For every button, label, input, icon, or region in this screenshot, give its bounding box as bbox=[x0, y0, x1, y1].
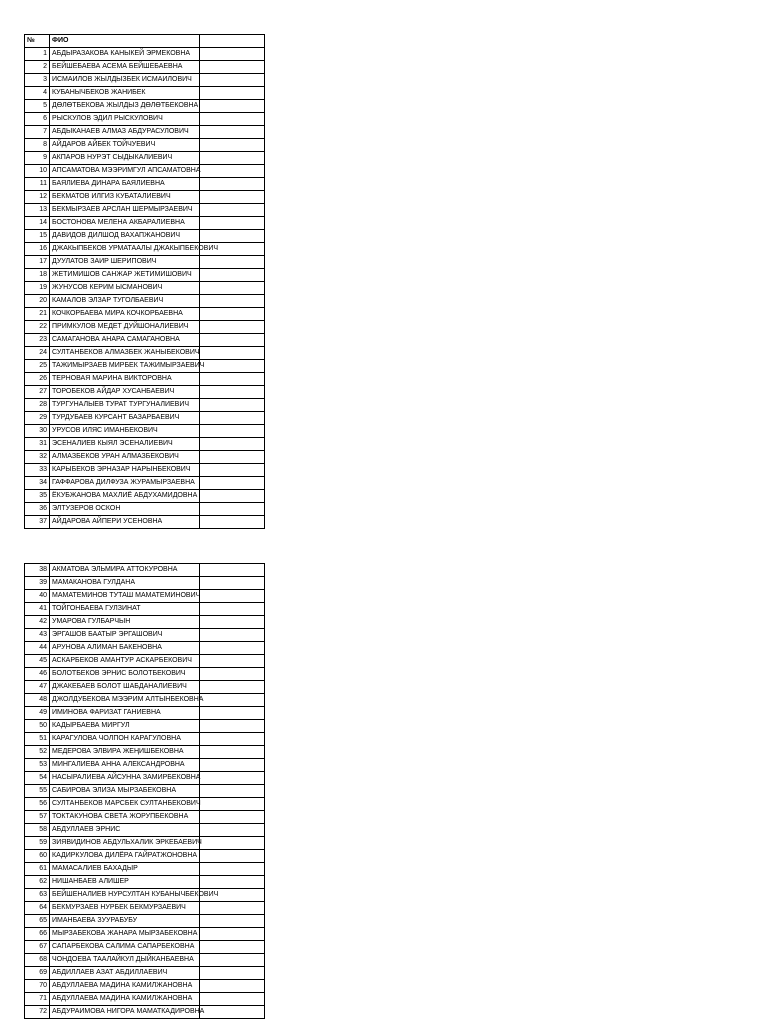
table-row bbox=[25, 759, 265, 772]
table-row bbox=[25, 616, 265, 629]
row-number: 69 bbox=[25, 967, 50, 980]
row-fio: БЕКМЫРЗАЕВ АРСЛАН ШЕРМЫРЗАЕВИЧ bbox=[50, 204, 200, 217]
row-fio: АБДЫКАНАЕВ АЛМАЗ АБДУРАСУЛОВИЧ bbox=[50, 126, 200, 139]
row-number: 56 bbox=[25, 798, 50, 811]
table-row bbox=[25, 928, 265, 941]
row-number: 47 bbox=[25, 681, 50, 694]
table-row bbox=[25, 746, 265, 759]
row-number: 27 bbox=[25, 386, 50, 399]
table-row bbox=[25, 191, 265, 204]
row-empty-cell bbox=[200, 334, 265, 347]
row-empty-cell bbox=[200, 655, 265, 668]
row-number: 60 bbox=[25, 850, 50, 863]
row-number: 13 bbox=[25, 204, 50, 217]
row-number: 14 bbox=[25, 217, 50, 230]
row-number: 34 bbox=[25, 477, 50, 490]
table-row bbox=[25, 590, 265, 603]
row-number: 53 bbox=[25, 759, 50, 772]
table-row bbox=[25, 451, 265, 464]
row-empty-cell bbox=[200, 100, 265, 113]
row-empty-cell bbox=[200, 347, 265, 360]
row-number: 46 bbox=[25, 668, 50, 681]
table-row bbox=[25, 681, 265, 694]
row-number: 62 bbox=[25, 876, 50, 889]
row-empty-cell bbox=[200, 503, 265, 516]
row-number: 29 bbox=[25, 412, 50, 425]
table-row bbox=[25, 269, 265, 282]
table-row bbox=[25, 993, 265, 1006]
row-fio: ТУРДУБАЕВ КУРСАНТ БАЗАРБАЕВИЧ bbox=[50, 412, 200, 425]
table-row bbox=[25, 308, 265, 321]
row-fio: АКПАРОВ НУРЭТ СЫДЫКАЛИЕВИЧ bbox=[50, 152, 200, 165]
table-row bbox=[25, 629, 265, 642]
row-fio: КАРАГУЛОВА ЧОЛПОН КАРАГУЛОВНА bbox=[50, 733, 200, 746]
row-number: 48 bbox=[25, 694, 50, 707]
row-empty-cell bbox=[200, 360, 265, 373]
row-empty-cell bbox=[200, 668, 265, 681]
names-table-2 bbox=[24, 563, 265, 1019]
row-fio: БОЛОТБЕКОВ ЭРНИС БОЛОТБЕКОВИЧ bbox=[50, 668, 200, 681]
row-empty-cell bbox=[200, 48, 265, 61]
row-fio: ЭСЕНАЛИЕВ КЫЯЛ ЭСЕНАЛИЕВИЧ bbox=[50, 438, 200, 451]
row-fio: ДӨЛӨТБЕКОВА ЖЫЛДЫЗ ДӨЛӨТБЕКОВНА bbox=[50, 100, 200, 113]
table-row bbox=[25, 152, 265, 165]
table-row bbox=[25, 113, 265, 126]
row-number: 68 bbox=[25, 954, 50, 967]
row-fio: КАМАЛОВ ЭЛЗАР ТУГОЛБАЕВИЧ bbox=[50, 295, 200, 308]
row-number: 26 bbox=[25, 373, 50, 386]
row-number: 6 bbox=[25, 113, 50, 126]
row-empty-cell bbox=[200, 577, 265, 590]
table-row bbox=[25, 642, 265, 655]
row-empty-cell bbox=[200, 850, 265, 863]
table-row bbox=[25, 707, 265, 720]
row-empty-cell bbox=[200, 256, 265, 269]
row-empty-cell bbox=[200, 373, 265, 386]
row-number: 41 bbox=[25, 603, 50, 616]
row-empty-cell bbox=[200, 321, 265, 334]
table-row bbox=[25, 915, 265, 928]
row-fio: БАЯЛИЕВА ДИНАРА БАЯЛИЕВНА bbox=[50, 178, 200, 191]
row-empty-cell bbox=[200, 681, 265, 694]
table-row bbox=[25, 386, 265, 399]
table-row bbox=[25, 772, 265, 785]
row-fio: АРУНОВА АЛИМАН БАКЕНОВНА bbox=[50, 642, 200, 655]
header-row bbox=[25, 35, 265, 48]
row-number: 24 bbox=[25, 347, 50, 360]
row-empty-cell bbox=[200, 928, 265, 941]
table-row bbox=[25, 720, 265, 733]
row-number: 61 bbox=[25, 863, 50, 876]
table-row bbox=[25, 490, 265, 503]
row-empty-cell bbox=[200, 1006, 265, 1019]
row-number: 32 bbox=[25, 451, 50, 464]
table-row bbox=[25, 230, 265, 243]
row-empty-cell bbox=[200, 61, 265, 74]
row-empty-cell bbox=[200, 295, 265, 308]
row-fio: РЫСКУЛОВ ЭДИЛ РЫСКУЛОВИЧ bbox=[50, 113, 200, 126]
row-empty-cell bbox=[200, 399, 265, 412]
row-number: 63 bbox=[25, 889, 50, 902]
row-fio: ТОКТАКУНОВА СВЕТА ЖОРУПБЕКОВНА bbox=[50, 811, 200, 824]
row-fio: АСКАРБЕКОВ АМАНТУР АСКАРБЕКОВИЧ bbox=[50, 655, 200, 668]
row-fio: МЫРЗАБЕКОВА ЖАНАРА МЫРЗАБЕКОВНА bbox=[50, 928, 200, 941]
table-row bbox=[25, 668, 265, 681]
row-empty-cell bbox=[200, 772, 265, 785]
row-empty-cell bbox=[200, 386, 265, 399]
row-number: 22 bbox=[25, 321, 50, 334]
row-fio: БЕЙШЕНАЛИЕВ НУРСУЛТАН КУБАНЫЧБЕКОВИЧ bbox=[50, 889, 200, 902]
row-empty-cell bbox=[200, 490, 265, 503]
row-empty-cell bbox=[200, 438, 265, 451]
row-number: 44 bbox=[25, 642, 50, 655]
header-fio: ФИО bbox=[50, 35, 200, 48]
row-fio: САМАГАНОВА АНАРА САМАГАНОВНА bbox=[50, 334, 200, 347]
row-number: 23 bbox=[25, 334, 50, 347]
row-fio: ЭРГАШОВ БААТЫР ЭРГАШОВИЧ bbox=[50, 629, 200, 642]
row-fio: ТОЙГОНБАЕВА ГУЛЗИНАТ bbox=[50, 603, 200, 616]
row-empty-cell bbox=[200, 707, 265, 720]
table-row bbox=[25, 941, 265, 954]
row-empty-cell bbox=[200, 863, 265, 876]
row-number: 8 bbox=[25, 139, 50, 152]
row-number: 58 bbox=[25, 824, 50, 837]
row-empty-cell bbox=[200, 217, 265, 230]
row-number: 35 bbox=[25, 490, 50, 503]
row-empty-cell bbox=[200, 165, 265, 178]
row-empty-cell bbox=[200, 590, 265, 603]
row-number: 5 bbox=[25, 100, 50, 113]
row-number: 51 bbox=[25, 733, 50, 746]
row-number: 17 bbox=[25, 256, 50, 269]
row-fio: ЗИЯВИДИНОВ АБДУЛЬХАЛИК ЭРКЕБАЕВИЧ bbox=[50, 837, 200, 850]
row-fio: ЖЕТИМИШОВ САНЖАР ЖЕТИМИШОВИЧ bbox=[50, 269, 200, 282]
row-number: 7 bbox=[25, 126, 50, 139]
table-row bbox=[25, 980, 265, 993]
table-row bbox=[25, 204, 265, 217]
row-fio: ДЖАКЫПБЕКОВ УРМАТААЛЫ ДЖАКЫПБЕКОВИЧ bbox=[50, 243, 200, 256]
row-number: 36 bbox=[25, 503, 50, 516]
row-fio: НИШАНБАЕВ АЛИШЕР bbox=[50, 876, 200, 889]
table-row bbox=[25, 564, 265, 577]
row-empty-cell bbox=[200, 139, 265, 152]
row-fio: АБДУЛЛАЕВА МАДИНА КАМИЛЖАНОВНА bbox=[50, 980, 200, 993]
row-number: 10 bbox=[25, 165, 50, 178]
row-fio: ТЕРНОВАЯ МАРИНА ВИКТОРОВНА bbox=[50, 373, 200, 386]
row-fio: КОЧКОРБАЕВА МИРА КОЧКОРБАЕВНА bbox=[50, 308, 200, 321]
row-number: 55 bbox=[25, 785, 50, 798]
row-fio: НАСЫРАЛИЕВА АЙСУННА ЗАМИРБЕКОВНА bbox=[50, 772, 200, 785]
row-number: 49 bbox=[25, 707, 50, 720]
table-row bbox=[25, 577, 265, 590]
table-row bbox=[25, 360, 265, 373]
table-row bbox=[25, 48, 265, 61]
row-number: 16 bbox=[25, 243, 50, 256]
table-row bbox=[25, 399, 265, 412]
row-fio: ДЖАКЕБАЕВ БОЛОТ ШАБДАНАЛИЕВИЧ bbox=[50, 681, 200, 694]
row-fio: АБДУЛЛАЕВ ЭРНИС bbox=[50, 824, 200, 837]
row-empty-cell bbox=[200, 746, 265, 759]
row-number: 18 bbox=[25, 269, 50, 282]
table-row bbox=[25, 347, 265, 360]
table-row bbox=[25, 655, 265, 668]
row-number: 25 bbox=[25, 360, 50, 373]
table-row bbox=[25, 1006, 265, 1019]
row-empty-cell bbox=[200, 694, 265, 707]
row-number: 65 bbox=[25, 915, 50, 928]
table-row bbox=[25, 100, 265, 113]
table-row bbox=[25, 850, 265, 863]
row-fio: ТУРГУНАЛЫЕВ ТУРАТ ТУРГУНАЛИЕВИЧ bbox=[50, 399, 200, 412]
row-empty-cell bbox=[200, 811, 265, 824]
row-number: 33 bbox=[25, 464, 50, 477]
row-fio: ЧОНДОЕВА ТААЛАЙКУЛ ДЫЙКАНБАЕВНА bbox=[50, 954, 200, 967]
table-row bbox=[25, 954, 265, 967]
row-empty-cell bbox=[200, 629, 265, 642]
row-fio: АКМАТОВА ЭЛЬМИРА АТТОКУРОВНА bbox=[50, 564, 200, 577]
table-row bbox=[25, 438, 265, 451]
row-empty-cell bbox=[200, 308, 265, 321]
row-number: 31 bbox=[25, 438, 50, 451]
row-fio: ЁКУБЖАНОВА МАХЛИЁ АБДУХАМИДОВНА bbox=[50, 490, 200, 503]
row-fio: ПРИМКУЛОВ МЕДЕТ ДУЙШОНАЛИЕВИЧ bbox=[50, 321, 200, 334]
row-fio: ИМИНОВА ФАРИЗАТ ГАНИЕВНА bbox=[50, 707, 200, 720]
row-number: 50 bbox=[25, 720, 50, 733]
row-empty-cell bbox=[200, 642, 265, 655]
row-number: 42 bbox=[25, 616, 50, 629]
row-number: 45 bbox=[25, 655, 50, 668]
row-empty-cell bbox=[200, 993, 265, 1006]
row-number: 40 bbox=[25, 590, 50, 603]
row-empty-cell bbox=[200, 785, 265, 798]
table-row bbox=[25, 74, 265, 87]
row-empty-cell bbox=[200, 876, 265, 889]
row-fio: БЕЙШЕБАЕВА АСЕМА БЕЙШЕБАЕВНА bbox=[50, 61, 200, 74]
table-row bbox=[25, 282, 265, 295]
row-empty-cell bbox=[200, 464, 265, 477]
row-number: 21 bbox=[25, 308, 50, 321]
table-row bbox=[25, 603, 265, 616]
row-number: 59 bbox=[25, 837, 50, 850]
row-number: 20 bbox=[25, 295, 50, 308]
row-fio: ДАВИДОВ ДИЛШОД ВАХАПЖАНОВИЧ bbox=[50, 230, 200, 243]
row-empty-cell bbox=[200, 451, 265, 464]
row-number: 37 bbox=[25, 516, 50, 529]
table-row bbox=[25, 321, 265, 334]
row-empty-cell bbox=[200, 733, 265, 746]
header-number: № bbox=[25, 35, 50, 48]
row-fio: АЙДАРОВ АЙБЕК ТОЙЧУЕВИЧ bbox=[50, 139, 200, 152]
row-empty-cell bbox=[200, 798, 265, 811]
row-fio: ДУУЛАТОВ ЗАИР ШЕРИПОВИЧ bbox=[50, 256, 200, 269]
row-number: 12 bbox=[25, 191, 50, 204]
row-number: 54 bbox=[25, 772, 50, 785]
table-row bbox=[25, 824, 265, 837]
table-row bbox=[25, 733, 265, 746]
row-number: 1 bbox=[25, 48, 50, 61]
row-empty-cell bbox=[200, 720, 265, 733]
table-row bbox=[25, 464, 265, 477]
row-number: 57 bbox=[25, 811, 50, 824]
table-row bbox=[25, 863, 265, 876]
row-empty-cell bbox=[200, 837, 265, 850]
row-number: 70 bbox=[25, 980, 50, 993]
table-row bbox=[25, 694, 265, 707]
row-number: 38 bbox=[25, 564, 50, 577]
row-number: 52 bbox=[25, 746, 50, 759]
row-number: 28 bbox=[25, 399, 50, 412]
row-fio: АБДУРАИМОВА НИГОРА МАМАТКАДИРОВНА bbox=[50, 1006, 200, 1019]
row-fio: КАДЫРБАЕВА МИРГУЛ bbox=[50, 720, 200, 733]
row-number: 9 bbox=[25, 152, 50, 165]
row-fio: АБДЫРАЗАКОВА КАНЫКЕЙ ЭРМЕКОВНА bbox=[50, 48, 200, 61]
table-row bbox=[25, 87, 265, 100]
row-fio: АЛМАЗБЕКОВ УРАН АЛМАЗБЕКОВИЧ bbox=[50, 451, 200, 464]
table-row bbox=[25, 61, 265, 74]
row-fio: ЭЛТУЗЕРОВ ОСКОН bbox=[50, 503, 200, 516]
row-fio: СУЛТАНБЕКОВ МАРСБЕК СУЛТАНБЕКОВИЧ bbox=[50, 798, 200, 811]
row-number: 3 bbox=[25, 74, 50, 87]
table-row bbox=[25, 126, 265, 139]
row-empty-cell bbox=[200, 564, 265, 577]
row-empty-cell bbox=[200, 603, 265, 616]
table-row bbox=[25, 516, 265, 529]
row-empty-cell bbox=[200, 87, 265, 100]
row-empty-cell bbox=[200, 230, 265, 243]
row-fio: ТОРОБЕКОВ АЙДАР ХУСАНБАЕВИЧ bbox=[50, 386, 200, 399]
row-fio: КАДИРКУЛОВА ДИЛЁРА ГАЙРАТЖОНОВНА bbox=[50, 850, 200, 863]
row-number: 43 bbox=[25, 629, 50, 642]
row-empty-cell bbox=[200, 902, 265, 915]
row-fio: ЖУНУСОВ КЕРИМ ЫСМАНОВИЧ bbox=[50, 282, 200, 295]
row-fio: УМАРОВА ГУЛБАРЧЫН bbox=[50, 616, 200, 629]
row-fio: МАМАКАНОВА ГУЛДАНА bbox=[50, 577, 200, 590]
table-row bbox=[25, 243, 265, 256]
table-row bbox=[25, 889, 265, 902]
row-fio: АБДИЛЛАЕВ АЗАТ АБДИЛЛАЕВИЧ bbox=[50, 967, 200, 980]
row-empty-cell bbox=[200, 759, 265, 772]
row-empty-cell bbox=[200, 269, 265, 282]
row-number: 19 bbox=[25, 282, 50, 295]
header-empty-cell bbox=[200, 35, 265, 48]
row-number: 4 bbox=[25, 87, 50, 100]
row-empty-cell bbox=[200, 954, 265, 967]
row-number: 64 bbox=[25, 902, 50, 915]
row-number: 2 bbox=[25, 61, 50, 74]
table-row bbox=[25, 165, 265, 178]
table-row bbox=[25, 811, 265, 824]
row-empty-cell bbox=[200, 152, 265, 165]
row-empty-cell bbox=[200, 113, 265, 126]
table-row bbox=[25, 334, 265, 347]
row-empty-cell bbox=[200, 967, 265, 980]
row-fio: ИСМАИЛОВ ЖЫЛДЫЗБЕК ИСМАИЛОВИЧ bbox=[50, 74, 200, 87]
row-fio: БОСТОНОВА МЕЛЕНА АКБАРАЛИЕВНА bbox=[50, 217, 200, 230]
row-fio: САБИРОВА ЭЛИЗА МЫРЗАБЕКОВНА bbox=[50, 785, 200, 798]
row-number: 72 bbox=[25, 1006, 50, 1019]
row-empty-cell bbox=[200, 425, 265, 438]
row-number: 67 bbox=[25, 941, 50, 954]
row-fio: ГАФФАРОВА ДИЛФУЗА ЖУРАМЫРЗАЕВНА bbox=[50, 477, 200, 490]
row-empty-cell bbox=[200, 412, 265, 425]
table-row bbox=[25, 967, 265, 980]
row-fio: КУБАНЫЧБЕКОВ ЖАНИБЕК bbox=[50, 87, 200, 100]
row-fio: БЕКМАТОВ ИЛГИЗ КУБАТАЛИЕВИЧ bbox=[50, 191, 200, 204]
row-empty-cell bbox=[200, 980, 265, 993]
table-row bbox=[25, 139, 265, 152]
row-fio: БЕКМУРЗАЕВ НУРБЕК БЕКМУРЗАЕВИЧ bbox=[50, 902, 200, 915]
table-row bbox=[25, 876, 265, 889]
row-fio: МАМАТЕМИНОВ ТУТАШ МАМАТЕМИНОВИЧ bbox=[50, 590, 200, 603]
row-fio: САПАРБЕКОВА САЛИМА САПАРБЕКОВНА bbox=[50, 941, 200, 954]
table-row bbox=[25, 412, 265, 425]
row-fio: АБДУЛЛАЕВА МАДИНА КАМИЛЖАНОВНА bbox=[50, 993, 200, 1006]
table-row bbox=[25, 178, 265, 191]
table-row bbox=[25, 217, 265, 230]
row-fio: МЕДЕРОВА ЭЛВИРА ЖЕҢИШБЕКОВНА bbox=[50, 746, 200, 759]
row-empty-cell bbox=[200, 282, 265, 295]
row-fio: СУЛТАНБЕКОВ АЛМАЗБЕК ЖАНЫБЕКОВИЧ bbox=[50, 347, 200, 360]
table-row bbox=[25, 798, 265, 811]
row-empty-cell bbox=[200, 204, 265, 217]
row-empty-cell bbox=[200, 74, 265, 87]
row-number: 11 bbox=[25, 178, 50, 191]
row-empty-cell bbox=[200, 191, 265, 204]
table-row bbox=[25, 425, 265, 438]
row-empty-cell bbox=[200, 516, 265, 529]
row-fio: МАМАСАЛИЕВ БАХАДЫР bbox=[50, 863, 200, 876]
table-row bbox=[25, 477, 265, 490]
row-number: 71 bbox=[25, 993, 50, 1006]
row-fio: УРУСОВ ИЛЯС ИМАНБЕКОВИЧ bbox=[50, 425, 200, 438]
row-empty-cell bbox=[200, 941, 265, 954]
table-row bbox=[25, 373, 265, 386]
table-row bbox=[25, 503, 265, 516]
row-fio: ДЖОЛДУБЕКОВА МЭЭРИМ АЛТЫНБЕКОВНА bbox=[50, 694, 200, 707]
row-number: 15 bbox=[25, 230, 50, 243]
row-fio: ИМАНБАЕВА ЗУУРАБУБУ bbox=[50, 915, 200, 928]
row-number: 39 bbox=[25, 577, 50, 590]
row-fio: АЙДАРОВА АЙПЕРИ УСЕНОВНА bbox=[50, 516, 200, 529]
row-number: 66 bbox=[25, 928, 50, 941]
table-row bbox=[25, 902, 265, 915]
row-number: 30 bbox=[25, 425, 50, 438]
row-empty-cell bbox=[200, 915, 265, 928]
table-row bbox=[25, 295, 265, 308]
row-empty-cell bbox=[200, 824, 265, 837]
table-row bbox=[25, 256, 265, 269]
row-empty-cell bbox=[200, 616, 265, 629]
row-empty-cell bbox=[200, 477, 265, 490]
row-empty-cell bbox=[200, 178, 265, 191]
row-fio: КАРЫБЕКОВ ЭРНАЗАР НАРЫНБЕКОВИЧ bbox=[50, 464, 200, 477]
table-row bbox=[25, 785, 265, 798]
names-table-1 bbox=[24, 34, 265, 529]
table-row bbox=[25, 837, 265, 850]
row-fio: МИНГАЛИЕВА АННА АЛЕКСАНДРОВНА bbox=[50, 759, 200, 772]
row-fio: АПСАМАТОВА МЭЭРИМГУЛ АПСАМАТОВНА bbox=[50, 165, 200, 178]
row-fio: ТАЖИМЫРЗАЕВ МИРБЕК ТАЖИМЫРЗАЕВИЧ bbox=[50, 360, 200, 373]
row-empty-cell bbox=[200, 126, 265, 139]
